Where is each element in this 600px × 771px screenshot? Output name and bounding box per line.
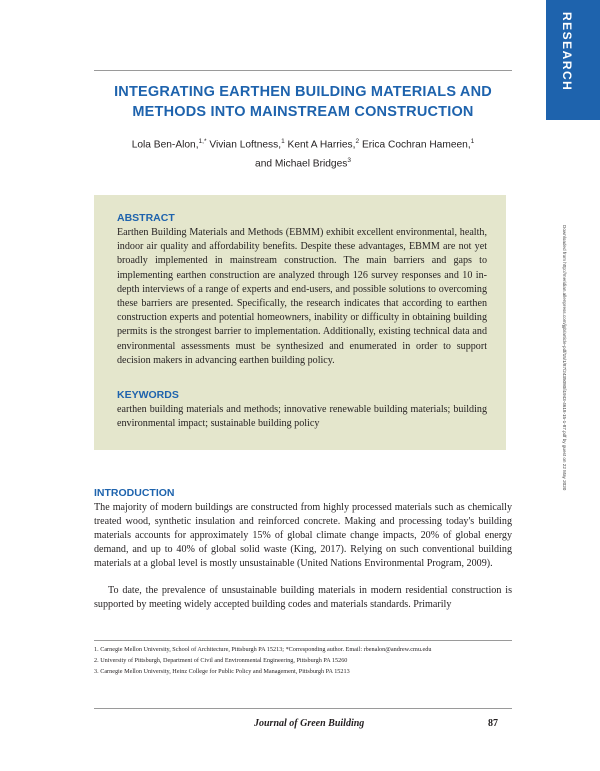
download-note: Downloaded from http://meridian.allenpress.com/jgb/article-pdf/15/1/87/2435080/i1943-4618-15-1-87.pdf by guest on 22 May 2020 <box>562 225 567 491</box>
author-2: Vivian Loftness, <box>206 139 282 151</box>
article-title: INTEGRATING EARTHEN BUILDING MATERIALS AND METHODS INTO MAINSTREAM CONSTRUCTION <box>114 84 492 120</box>
journal-name: Journal of Green Building <box>254 718 365 729</box>
footnote-1: 1. Carnegie Mellon University, School of Architecture, Pittsburgh PA 15213; *Corresponding author. Email: rbenalon@andrew.cmu.edu <box>94 646 432 653</box>
author-1: Lola Ben-Alon, <box>131 139 199 151</box>
abstract-text: Earthen Building Materials and Methods (EBMM) exhibit excellent environmental, health, indoor air quality and affordability benefits. Despite these advantages, EBMM are not yet broadly implemented in mainstream construction. The main barriers and gaps to implementing earthen construction are analyzed through 126 survey responses and 10 in-depth interviews of a range of experts and end-users, and possible solutions to overcoming these barriers are presented. Specifically, the research indicates that according to earthen construction experts and potential homeowners, inability or difficulty in obtaining building permits is the strongest barrier to implementation. Additionally, existing technical data and environmental assessments must be synthesized and enumerated in order to support decision makers in advancing earthen building policy. <box>117 227 487 366</box>
top-rule <box>94 70 512 71</box>
author-3-affil: 2 <box>355 138 360 145</box>
keywords-heading: KEYWORDS <box>117 389 179 401</box>
author-4: Erica Cochran Hameen, <box>359 139 471 151</box>
abstract-heading: ABSTRACT <box>117 212 175 224</box>
section-tab <box>546 0 600 120</box>
introduction-paragraph-2: To date, the prevalence of unsustainable building materials in modern residential construction is supported by meeting widely accepted building codes and materials standards. Primarily <box>94 585 512 611</box>
author-5: and Michael Bridges <box>255 158 348 170</box>
footer-rule <box>94 708 512 709</box>
author-3: Kent A Harries, <box>284 139 356 151</box>
author-4-affil: 1 <box>470 138 475 145</box>
author-5-affil: 3 <box>347 157 351 165</box>
introduction-paragraph-1: The majority of modern buildings are constructed from highly processed materials such as chemically treated wood, synthetic insulation and reinforced concrete. Making and processing today's building materials accounts for approximately 15% of global climate change impacts, 20% of global energy demand, and up to 40% of global solid waste (King, 2017). Relying on such conventional building materials at a global level is mostly unsustainable (United Nations Environmental Program, 2009). <box>94 502 512 570</box>
section-tab-label: RESEARCH <box>560 12 574 92</box>
author-2-affil: 1 <box>281 138 285 145</box>
keywords-text: earthen building materials and methods; innovative renewable building materials; building environmental impact; sustainable building policy <box>117 404 487 430</box>
page-number: 87 <box>488 718 498 729</box>
footnote-rule <box>94 640 512 641</box>
author-list <box>94 134 512 173</box>
author-1-affil: 1,* <box>198 138 207 145</box>
introduction-heading: INTRODUCTION <box>94 487 175 499</box>
footnote-2: 2. University of Pittsburgh, Department of Civil and Environmental Engineering, Pittsburgh PA 15260 <box>94 657 348 664</box>
footnote-3: 3. Carnegie Mellon University, Heinz College for Public Policy and Management, Pittsburgh PA 15213 <box>94 668 350 675</box>
